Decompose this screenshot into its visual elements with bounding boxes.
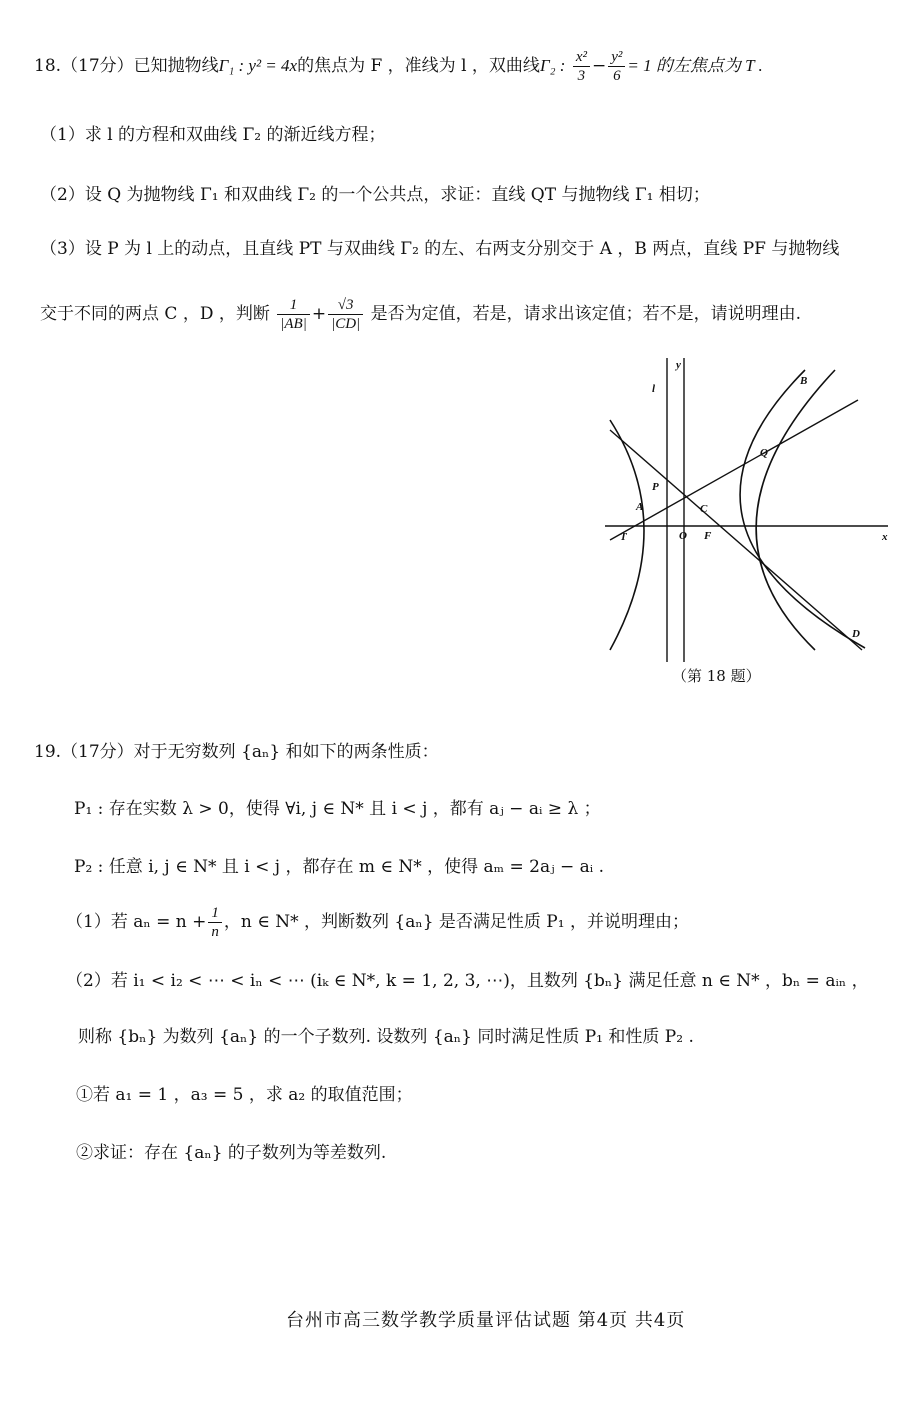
- q19-part2-line1: （2）若 i₁ < i₂ < ⋯ < iₙ < ⋯ (iₖ ∈ N*, k = 1, 2, 3, ⋯)，且数列 {bₙ} 满足任意 n ∈ N* ，bₙ = aᵢₙ ，: [66, 971, 869, 991]
- label-a: A: [636, 501, 644, 513]
- line-pf: [610, 430, 862, 650]
- label-l: l: [652, 383, 656, 395]
- frac-den: n: [211, 924, 219, 940]
- q19-frac-1-n: [208, 904, 222, 941]
- frac-den: 3: [577, 68, 586, 84]
- q18-stem: [34, 48, 763, 85]
- q19-part1-text-a: （1）若 aₙ = n +: [66, 912, 207, 932]
- frac-num: y²: [608, 48, 625, 67]
- q18-part2: （2）设 Q 为抛物线 Γ₁ 和双曲线 Γ₂ 的一个公共点，求证：直线 QT 与抛物线 Γ₁ 相切；: [40, 185, 710, 205]
- q18-figure-caption: （第 18 题）: [672, 667, 761, 685]
- frac-num: 1: [208, 904, 222, 923]
- frac-den: |CD|: [331, 316, 361, 332]
- plus-sign: +: [311, 304, 327, 324]
- label-p: P: [652, 481, 659, 493]
- label-d: D: [852, 628, 860, 640]
- q18-stem-text-c: 的焦点为 F ，准线为 l ，双曲线: [297, 56, 540, 76]
- q18-figure: [600, 350, 892, 662]
- q19-part2-line2: 则称 {bₙ} 为数列 {aₙ} 的一个子数列. 设数列 {aₙ} 同时满足性质 P₁ 和性质 P₂ .: [78, 1027, 694, 1047]
- q18-part3-text-c: 是否为定值，若是，请求出该定值；若不是，请说明理由.: [370, 304, 801, 324]
- q18-part1: （1）求 l 的方程和双曲线 Γ₂ 的渐近线方程；: [40, 125, 386, 145]
- q19-part1-text-b: ，n ∈ N* ，判断数列 {aₙ} 是否满足性质 P₁ ，并说明理由；: [223, 912, 689, 932]
- q18-frac-x2-3: [573, 48, 590, 85]
- q19-property-p2: P₂ : 任意 i, j ∈ N* 且 i < j ，都存在 m ∈ N* ，使得 aₘ = 2aⱼ − aᵢ .: [74, 857, 605, 877]
- parabola-curve: [740, 370, 865, 648]
- q18-frac-sqrt3-cd: [328, 296, 363, 333]
- label-origin: O: [679, 530, 687, 542]
- q19-property-p1: P₁ : 存在实数 λ > 0，使得 ∀i, j ∈ N* 且 i < j ，都有 aⱼ − aᵢ ≥ λ ；: [74, 799, 601, 819]
- line-pt: [610, 400, 858, 540]
- label-y: y: [676, 359, 681, 371]
- hyperbola-right-branch: [756, 370, 835, 650]
- q18-part3-text-b: 交于不同的两点 C ，D ，判断: [40, 304, 270, 324]
- frac-num: √3: [328, 296, 363, 315]
- label-f: F: [704, 530, 712, 542]
- minus-sign: −: [592, 56, 607, 76]
- label-c: C: [700, 503, 708, 515]
- frac-den: 6: [613, 68, 621, 84]
- label-t: T: [620, 531, 627, 543]
- q18-parabola-eq: Γ₁ : y² = 4x: [218, 56, 298, 75]
- q19-stem: 19.（17分）对于无穷数列 {aₙ} 和如下的两条性质：: [34, 742, 439, 762]
- frac-num: x²: [573, 48, 590, 67]
- q19-sub1: ①若 a₁ = 1 ，a₃ = 5 ，求 a₂ 的取值范围；: [76, 1085, 413, 1105]
- label-q: Q: [760, 447, 768, 459]
- q18-frac-y2-6: [608, 48, 625, 85]
- frac-num: 1: [277, 296, 310, 315]
- label-b: B: [800, 375, 808, 387]
- q18-hyperbola-label: Γ₂ :: [539, 56, 566, 75]
- q18-frac-1-ab: [277, 296, 310, 333]
- page-footer: 台州市高三数学教学质量评估试题 第4页 共4页: [286, 1310, 686, 1331]
- q18-part3-line2: [40, 296, 801, 333]
- q19-sub2: ②求证：存在 {aₙ} 的子数列为等差数列.: [76, 1143, 387, 1163]
- label-x: x: [882, 531, 888, 543]
- q18-part3-line1: （3）设 P 为 l 上的动点，且直线 PT 与双曲线 Γ₂ 的左、右两支分别交于 A ，B 两点，直线 PF 与抛物线: [40, 239, 840, 259]
- q19-part1: [66, 904, 689, 941]
- q18-stem-text-e: = 1 的左焦点为 T .: [627, 56, 763, 75]
- q18-stem-text-a: 18.（17分）已知抛物线: [34, 56, 219, 76]
- frac-den: |AB|: [280, 316, 307, 332]
